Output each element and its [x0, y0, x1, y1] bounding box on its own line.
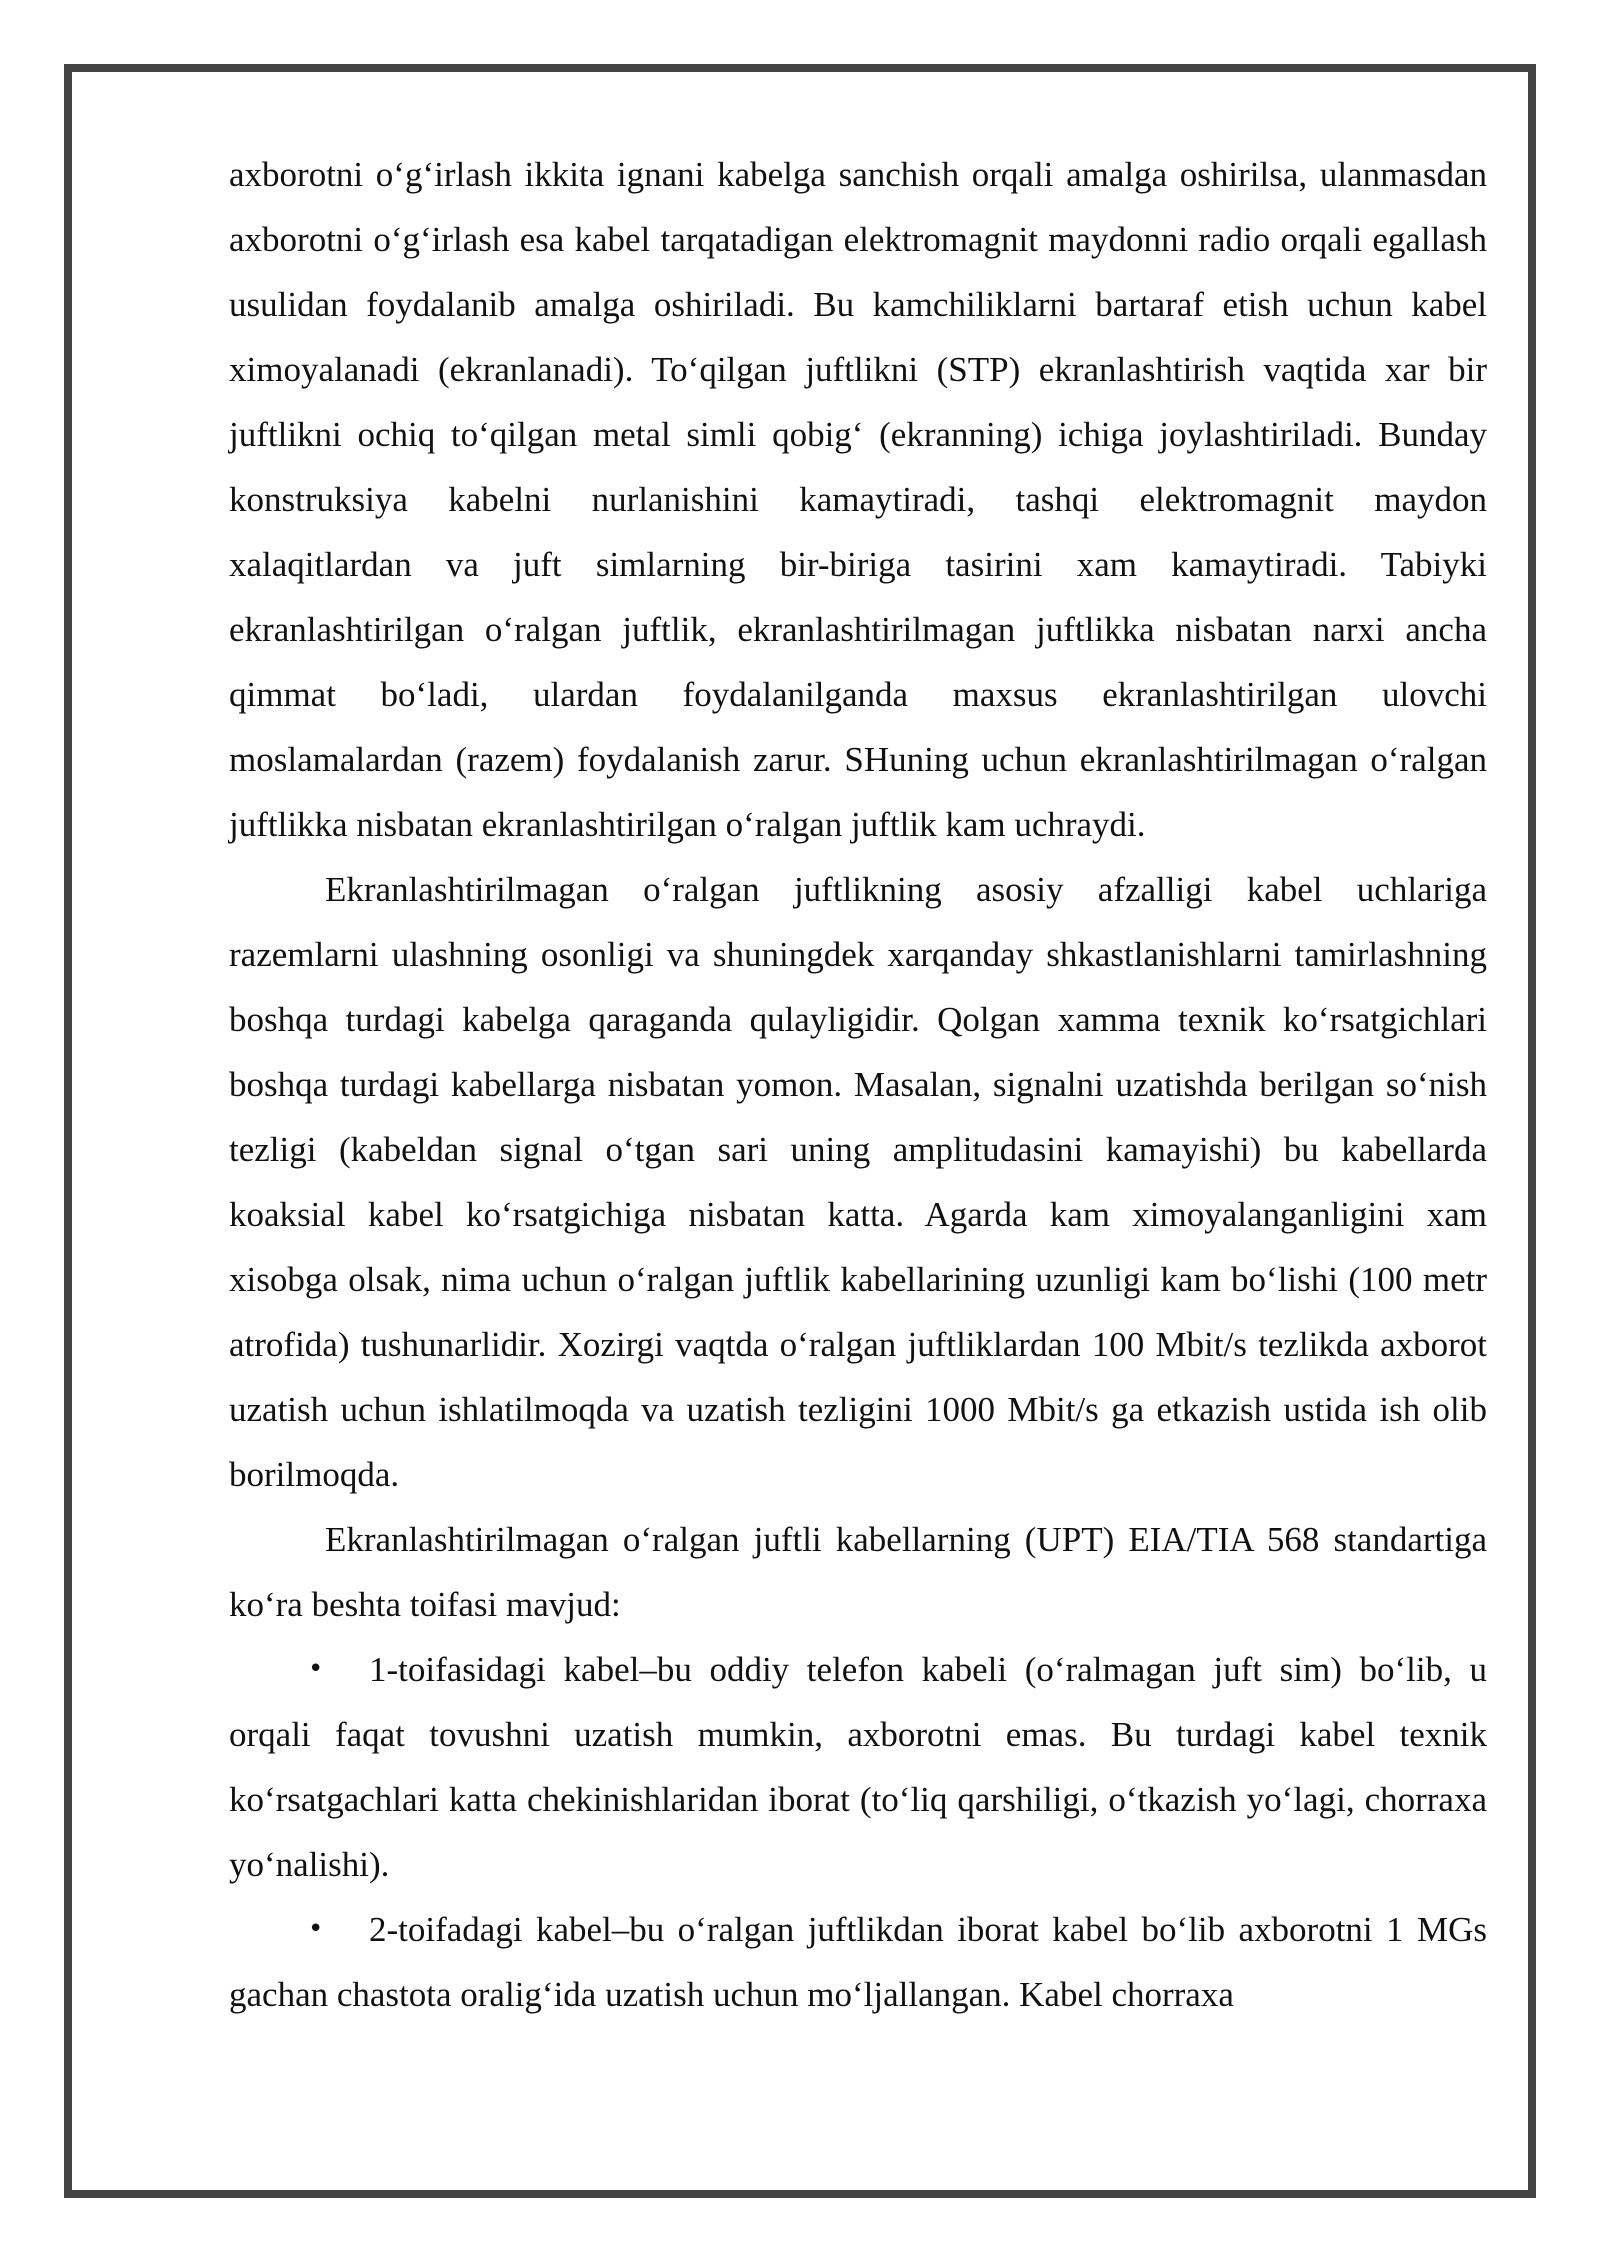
- bullet-icon: •: [308, 1914, 324, 1944]
- list-item: [229, 1637, 1487, 1897]
- paragraph-utp-advantages: Ekranlashtirilmagan o‘ralgan juftlikning asosiy afzalligi kabel uchlariga razemlarni ulashning osonligi va shuningdek xarqanday shkastlanishlarni tamirlashning boshqa turdagi kabelga qaraganda qulayligidir. Qolgan xamma texnik ko‘rsatgichlari boshqa turdagi kabellarga nisbatan yomon. Masalan, signalni uzatishda berilgan so‘nish tezligi (kabeldan signal o‘tgan sari uning amplitudasini kamayishi) bu kabellarda koaksial kabel ko‘rsatgichiga nisbatan katta. Agarda kam ximoyalanganligini xam xisobga olsak, nima uchun o‘ralgan juftlik kabellarining uzunligi kam bo‘lishi (100 metr atrofida) tushunarlidir. Xozirgi vaqtda o‘ralgan juftliklardan 100 Mbit/s tezlikda axborot uzatish uchun ishlatilmoqda va uzatish tezligini 1000 Mbit/s ga etkazish ustida ish olib borilmoqda.: [229, 870, 1487, 1494]
- list-item: [229, 1897, 1487, 2027]
- document-body: [229, 142, 1487, 2027]
- bullet-icon: •: [308, 1654, 324, 1684]
- paragraph-utp-categories: Ekranlashtirilmagan o‘ralgan juftli kabellarning (UPT) EIA/TIA 568 standartiga ko‘ra beshta toifasi mavjud:: [229, 1520, 1487, 1624]
- category-list: [229, 1637, 1487, 2027]
- paragraph-stp-shielding: axborotni o‘g‘irlash ikkita ignani kabelga sanchish orqali amalga oshirilsa, ulanmasdan axborotni o‘g‘irlash esa kabel tarqatadigan elektromagnit maydonni radio orqali egallash usulidan foydalanib amalga oshiriladi. Bu kamchiliklarni bartaraf etish uchun kabel ximoyalanadi (ekranlanadi). To‘qilgan juftlikni (STP) ekranlashtirish vaqtida xar bir juftlikni ochiq to‘qilgan metal simli qobig‘ (ekranning) ichiga joylashtiriladi. Bunday konstruksiya kabelni nurlanishini kamaytiradi, tashqi elektromagnit maydon xalaqitlardan va juft simlarning bir-biriga tasirini xam kamaytiradi. Tabiyki ekranlashtirilgan o‘ralgan juftlik, ekranlashtirilmagan juftlikka nisbatan narxi ancha qimmat bo‘ladi, ulardan foydalanilganda maxsus ekranlashtirilgan ulovchi moslamalardan (razem) foydalanish zarur. SHuning uchun ekranlashtirilmagan o‘ralgan juftlikka nisbatan ekranlashtirilgan o‘ralgan juftlik kam uchraydi.: [229, 155, 1487, 844]
- list-item-text: 1-toifasidagi kabel–bu oddiy telefon kabeli (o‘ralmagan juft sim) bo‘lib, u orqali faqat tovushni uzatish mumkin, axborotni emas. Bu turdagi kabel texnik ko‘rsatgachlari katta chekinishlaridan iborat (to‘liq qarshiligi, o‘tkazish yo‘lagi, chorraxa yo‘nalishi).: [229, 1650, 1487, 1884]
- list-item-text: 2-toifadagi kabel–bu o‘ralgan juftlikdan iborat kabel bo‘lib axborotni 1 MGs gachan chastota oralig‘ida uzatish uchun mo‘ljallangan. Kabel chorraxa: [229, 1910, 1487, 2014]
